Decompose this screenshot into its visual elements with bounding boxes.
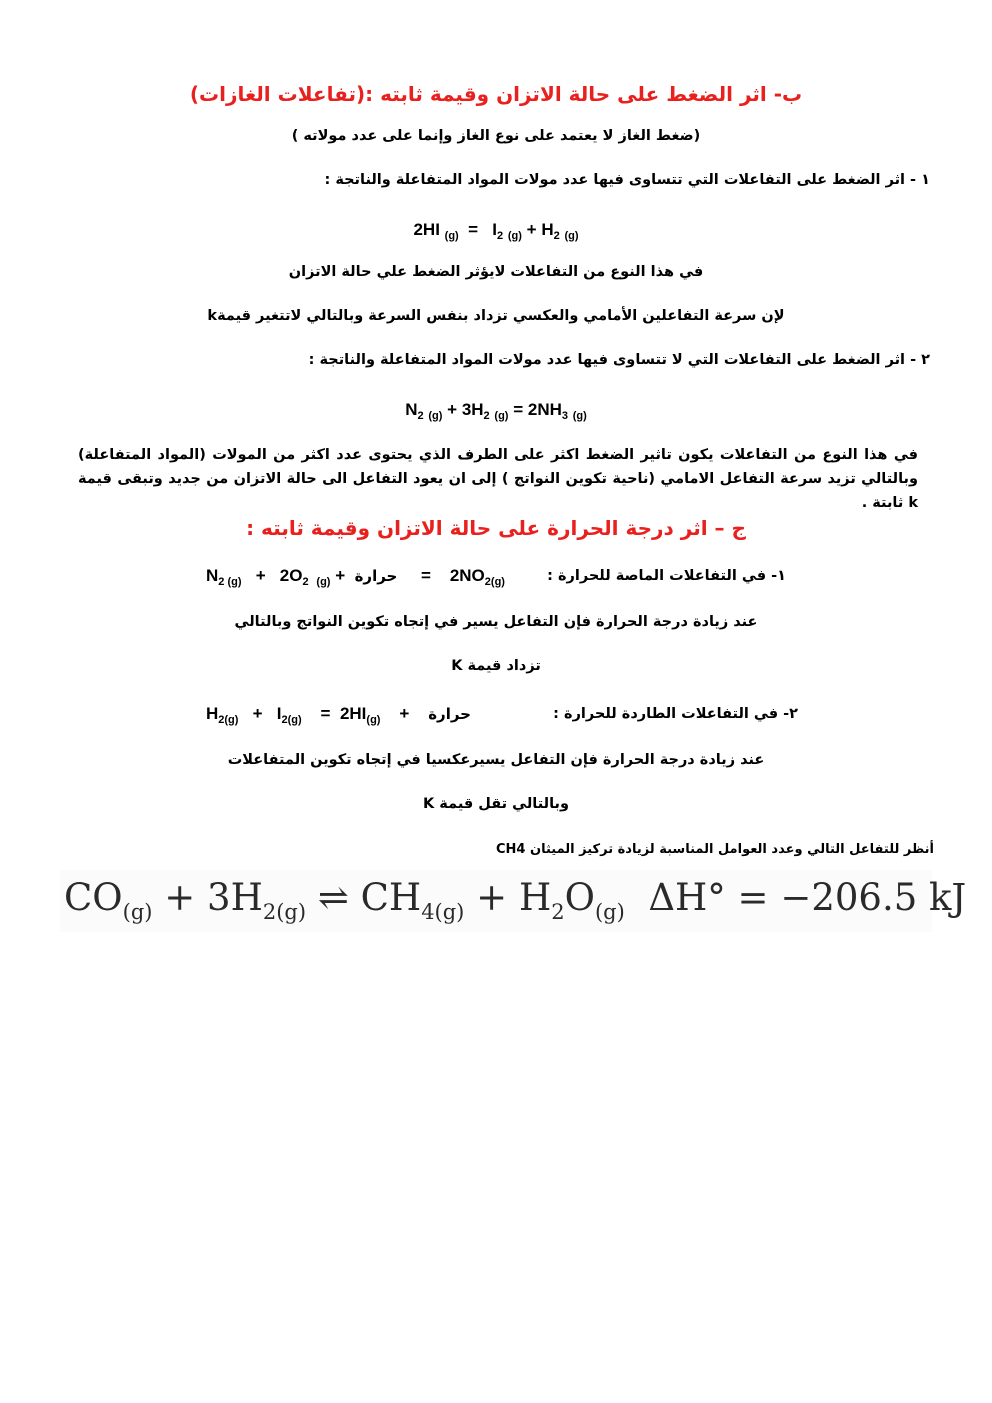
case1-label: ١ - اثر الضغط على التفاعلات التي تتساوى فيها عدد مولات المواد المتفاعلة والناتجة :: [324, 172, 930, 188]
endo-line2: تزداد قيمة K: [451, 658, 541, 674]
case2-equation: $N_2$ $_{(g)} + 3H_2$ $_{(g)} = 2NH_3$ $_{(g)}$: [405, 400, 587, 422]
exo-label: ٢- في التفاعلات الطاردة للحرارة :: [553, 706, 798, 722]
exo-line1: عند زيادة درجة الحرارة فإن التفاعل يسيرعكسيا في إتجاه تكوين المتفاعلات: [227, 752, 765, 768]
section-b-title: ب- اثر الضغط على حالة الاتزان وقيمة ثابته :(تفاعلات الغازات): [189, 82, 803, 106]
gas-pressure-note: (ضغط الغاز لا يعتمد على نوع الغاز وإنما على عدد مولاته ): [291, 128, 701, 144]
question-text: أنظر للتفاعل التالي وعدد العوامل المناسبة لزيادة تركيز الميثان CH4: [496, 842, 934, 857]
endo-label: ١- في التفاعلات الماصة للحرارة :: [547, 568, 786, 584]
exo-row: $H_{2(g)}$ + $I_{2(g)}$ = $2HI_{(g)}$ + حرارة ٢- في التفاعلات الطاردة للحرارة :: [206, 704, 798, 726]
endo-line1: عند زيادة درجة الحرارة فإن التفاعل يسير في إتجاه تكوين النواتج وبالتالي: [234, 614, 758, 630]
methane-equation-image: $CO_{(g)} + 3H_{2(g)}$ ⇌ $CH_{4(g)} + H_2O_{(g)}$ ΔH° = −206.5 kJ: [60, 870, 932, 932]
endo-row: $N_2$ $_{(g)}$ + $2O_2$ $_{(g)}$ + حرارة = $2NO_{2(g)}$ ١- في التفاعلات الماصة للحرارة :: [206, 566, 786, 588]
exo-line2: وبالتالي تقل قيمة K: [423, 796, 569, 812]
case1-equation: 2HI $_{(g)}$ = $I_2$ $_{(g)} + H_2$ $_{(g)}$: [413, 220, 579, 242]
case2-label: ٢ - اثر الضغط على التفاعلات التي لا تتساوى فيها عدد مولات المواد المتفاعلة والناتجة :: [308, 352, 930, 368]
case1-line2: لإن سرعة التفاعلين الأمامي والعكسي تزداد بنفس السرعة وبالتالي لاتتغير قيمةk: [207, 308, 785, 324]
section-c-title: ج – اثر درجة الحرارة على حالة الاتزان وقيمة ثابته :: [246, 516, 746, 540]
case2-paragraph: في هذا النوع من التفاعلات يكون تاثير الضغط اكثر على الطرف الذي يحتوى عدد اكثر من المولات (المواد المتفاعلة) وبالتالي تزيد سرعة التفاعل الامامي (ناحية تكوين النواتج ) إلى ان يعود التفاعل الى حالة الاتزان من جديد وتبقى قيمة k ثابتة .: [78, 447, 918, 511]
case1-line1: في هذا النوع من التفاعلات لايؤثر الضغط علي حالة الاتزان: [288, 264, 704, 280]
